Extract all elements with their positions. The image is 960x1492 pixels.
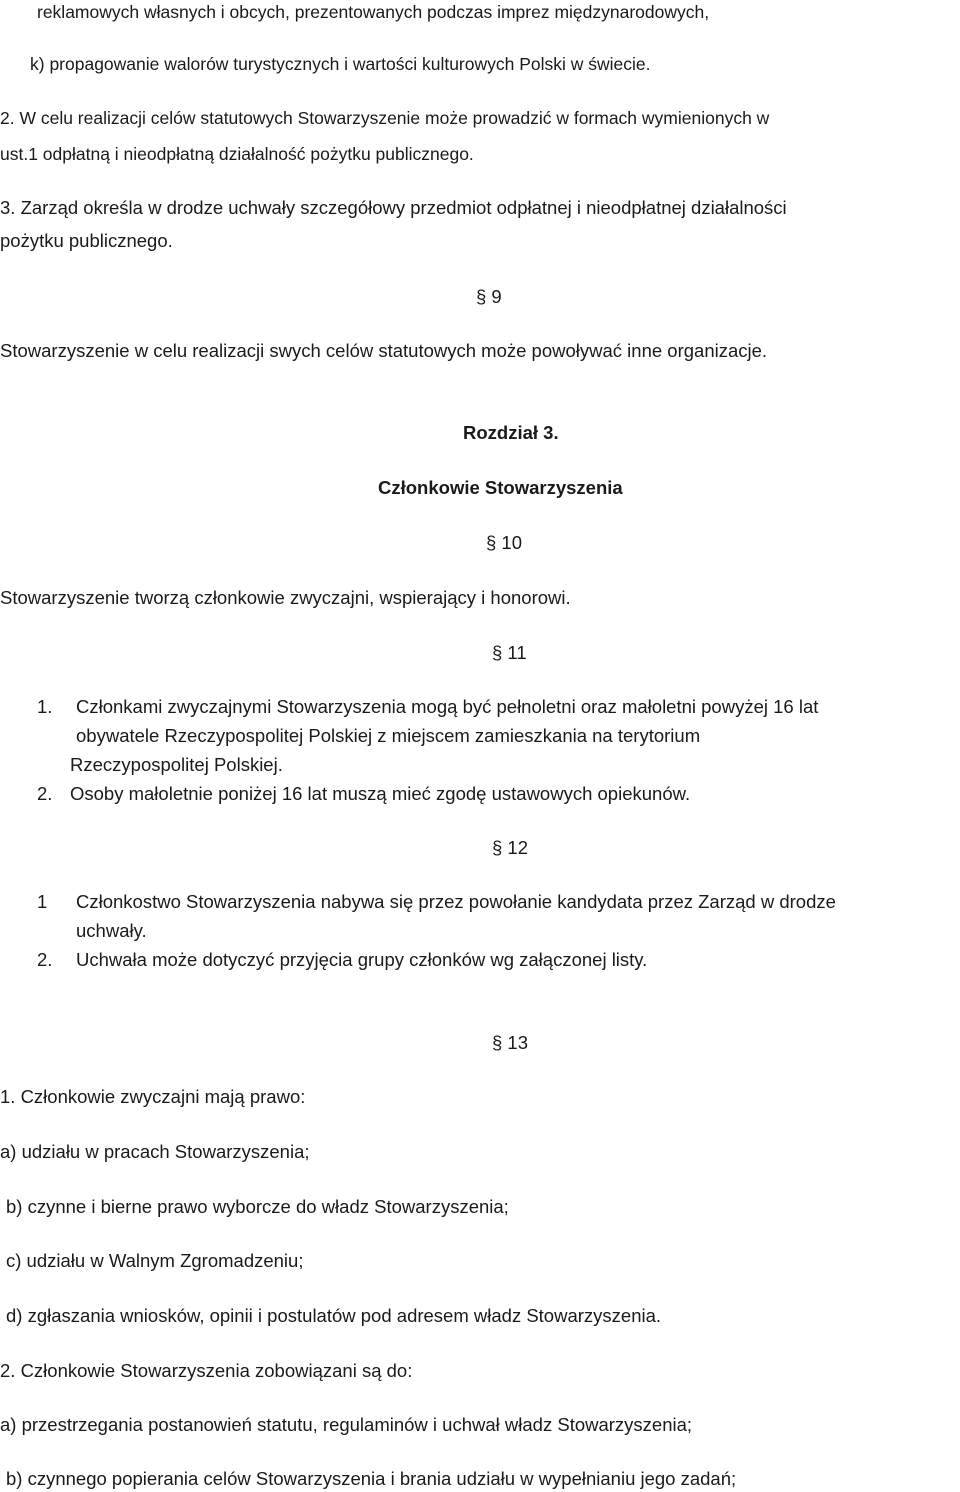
list-item-text: obywatele Rzeczypospolitej Polskiej z miejscem zamieszkania na terytorium bbox=[76, 725, 701, 746]
paragraph-3-line: 3. Zarząd określa w drodze uchwały szczegółowy przedmiot odpłatnej i nieodpłatnej działalności bbox=[0, 197, 787, 218]
list-number: 2. bbox=[37, 783, 53, 804]
section-heading-12: § 12 bbox=[492, 837, 529, 858]
duties-intro: 2. Członkowie Stowarzyszenia zobowiązani są do: bbox=[0, 1360, 413, 1381]
rights-item: c) udziału w Walnym Zgromadzeniu; bbox=[6, 1250, 304, 1271]
text-line: k) propagowanie walorów turystycznych i wartości kulturowych Polski w świecie. bbox=[30, 54, 651, 74]
section-heading-11: § 11 bbox=[492, 642, 527, 663]
text-line: reklamowych własnych i obcych, prezentowanych podczas imprez międzynarodowych, bbox=[37, 2, 710, 22]
list-number: 1. bbox=[37, 696, 53, 717]
paragraph-3-line: pożytku publicznego. bbox=[0, 230, 173, 251]
section-9-text: Stowarzyszenie w celu realizacji swych celów statutowych może powoływać inne organizacje. bbox=[0, 340, 768, 361]
section-heading-13: § 13 bbox=[492, 1032, 529, 1053]
rights-intro: 1. Członkowie zwyczajni mają prawo: bbox=[0, 1086, 306, 1107]
section-10-text: Stowarzyszenie tworzą członkowie zwyczajni, wspierający i honorowi. bbox=[0, 587, 571, 608]
rights-item: b) czynne i bierne prawo wyborcze do władz Stowarzyszenia; bbox=[6, 1196, 509, 1217]
list-number: 2. bbox=[37, 949, 53, 970]
rights-item: a) udziału w pracach Stowarzyszenia; bbox=[0, 1141, 310, 1162]
list-number: 1 bbox=[37, 891, 48, 912]
chapter-title: Rozdział 3. bbox=[463, 422, 559, 443]
list-item-text: uchwały. bbox=[76, 920, 147, 941]
rights-item: d) zgłaszania wniosków, opinii i postulatów pod adresem władz Stowarzyszenia. bbox=[6, 1305, 662, 1326]
list-item-text: Osoby małoletnie poniżej 16 lat muszą mieć zgodę ustawowych opiekunów. bbox=[70, 783, 691, 804]
duties-item: a) przestrzegania postanowień statutu, regulaminów i uchwał władz Stowarzyszenia; bbox=[0, 1414, 693, 1435]
chapter-subtitle: Członkowie Stowarzyszenia bbox=[378, 477, 623, 498]
list-item-text: Członkami zwyczajnymi Stowarzyszenia mogą być pełnoletni oraz małoletni powyżej 16 lat bbox=[76, 696, 819, 717]
text-line: ust.1 odpłatną i nieodpłatną działalność pożytku publicznego. bbox=[0, 144, 474, 164]
list-item-text: Uchwała może dotyczyć przyjęcia grupy członków wg załączonej listy. bbox=[76, 949, 648, 970]
section-heading-10: § 10 bbox=[486, 532, 523, 553]
list-item-text: Członkostwo Stowarzyszenia nabywa się przez powołanie kandydata przez Zarząd w drodze bbox=[76, 891, 836, 912]
section-heading-9: § 9 bbox=[476, 286, 502, 307]
duties-item: b) czynnego popierania celów Stowarzyszenia i brania udziału w wypełnianiu jego zadań; bbox=[6, 1468, 737, 1489]
text-line: 2. W celu realizacji celów statutowych Stowarzyszenie może prowadzić w formach wymienionych w bbox=[0, 108, 770, 128]
list-item-text: Rzeczypospolitej Polskiej. bbox=[70, 754, 283, 775]
